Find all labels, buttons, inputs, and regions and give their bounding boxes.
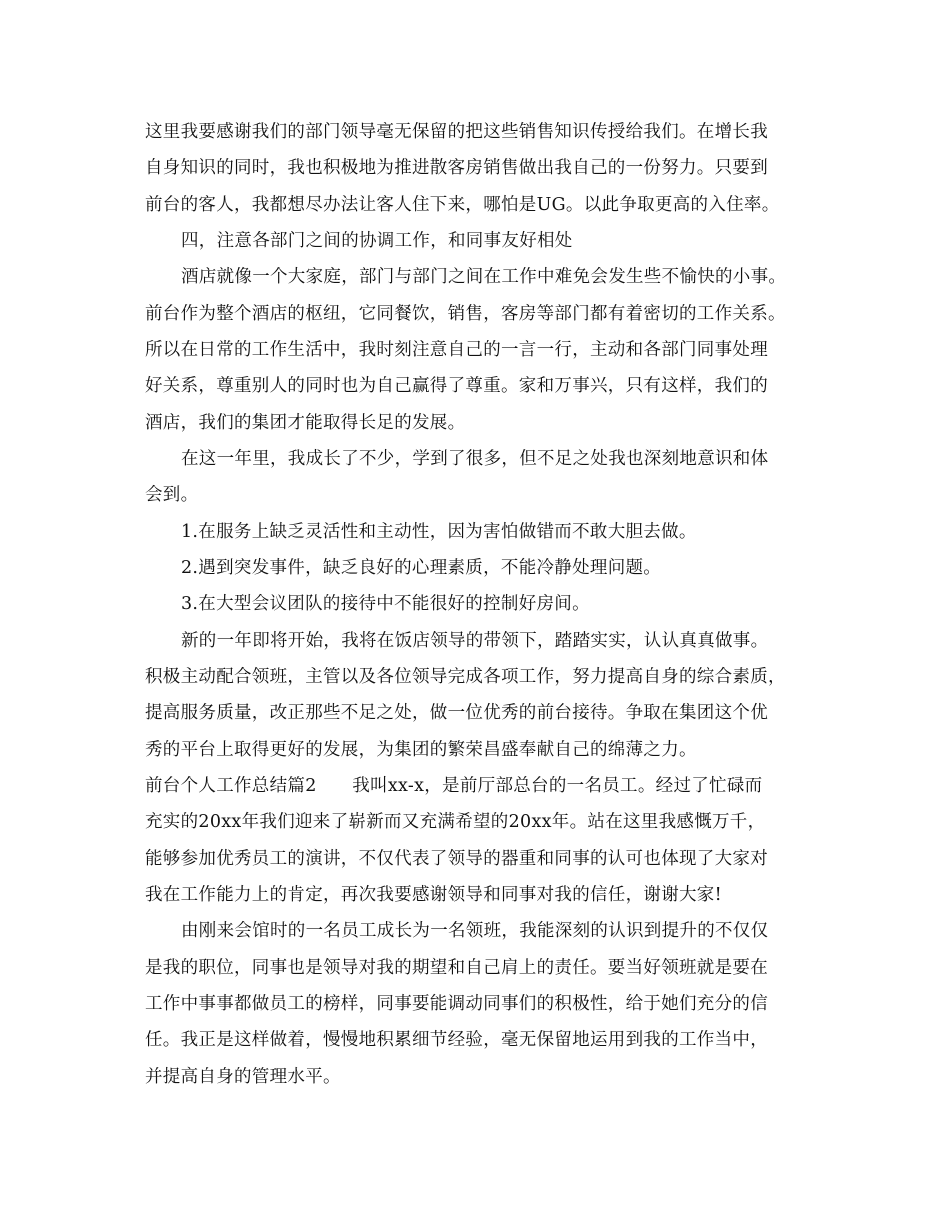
text-line: 充实的20xx年我们迎来了崭新而又充满希望的20xx年。站在这里我感慨万千， — [145, 812, 766, 832]
text-line: 秀的平台上取得更好的发展，为集团的繁荣昌盛奉献自己的绵薄之力。 — [145, 740, 697, 760]
text-line: 由刚来会馆时的一名员工成长为一名领班，我能深刻的认识到提升的不仅仅 — [181, 921, 769, 941]
text-line: 提高服务质量，改正那些不足之处，做一位优秀的前台接待。争取在集团这个优 — [145, 703, 768, 723]
list-item: 2.遇到突发事件，缺乏良好的心理素质，不能冷静处理问题。 — [181, 558, 662, 578]
section-heading: 四，注意各部门之间的协调工作，和同事友好相处 — [181, 231, 573, 251]
summary-title-line: 前台个人工作总结篇2 我叫xx-x，是前厅部总台的一名员工。经过了忙碌而 — [145, 776, 763, 796]
text-line: 好关系，尊重别人的同时也为自己赢得了尊重。家和万事兴，只有这样，我们的 — [145, 376, 768, 396]
list-item: 1.在服务上缺乏灵活性和主动性，因为害怕做错而不敢大胆去做。 — [181, 522, 697, 542]
text-line: 在这一年里，我成长了不少，学到了很多，但不足之处我也深刻地意识和体 — [181, 449, 769, 469]
text-line: 酒店，我们的集团才能取得长足的发展。 — [145, 413, 466, 433]
text-line: 我在工作能力上的肯定，再次我要感谢领导和同事对我的信任，谢谢大家! — [145, 885, 722, 905]
text-line: 积极主动配合领班，主管以及各位领导完成各项工作，努力提高自身的综合素质， — [145, 667, 786, 687]
text-line: 自身知识的同时，我也积极地为推进散客房销售做出我自己的一份努力。只要到 — [145, 158, 768, 178]
text-line: 所以在日常的工作生活中，我时刻注意自己的一言一行，主动和各部门同事处理 — [145, 340, 768, 360]
text-line: 酒店就像一个大家庭，部门与部门之间在工作中难免会发生些不愉快的小事。 — [181, 267, 787, 287]
text-line: 前台的客人，我都想尽办法让客人住下来，哪怕是UG。以此争取更高的入住率。 — [145, 195, 780, 215]
list-item: 3.在大型会议团队的接待中不能很好的控制好房间。 — [181, 594, 590, 614]
text-line: 能够参加优秀员工的演讲，不仅代表了领导的器重和同事的认可也体现了大家对 — [145, 849, 768, 869]
text-line: 任。我正是这样做着，慢慢地积累细节经验，毫无保留地运用到我的工作当中， — [145, 1030, 768, 1050]
text-line: 并提高自身的管理水平。 — [145, 1067, 341, 1087]
text-line: 这里我要感谢我们的部门领导毫无保留的把这些销售知识传授给我们。在增长我 — [145, 122, 768, 142]
text-line: 会到。 — [145, 485, 199, 505]
text-line: 工作中事事都做员工的榜样，同事要能调动同事们的积极性，给于她们充分的信 — [145, 994, 768, 1014]
text-line: 前台作为整个酒店的枢纽，它同餐饮，销售，客房等部门都有着密切的工作关系。 — [145, 304, 786, 324]
text-line: 新的一年即将开始，我将在饭店领导的带领下，踏踏实实，认认真真做事。 — [181, 631, 769, 651]
text-line: 是我的职位，同事也是领导对我的期望和自己肩上的责任。要当好领班就是要在 — [145, 958, 768, 978]
